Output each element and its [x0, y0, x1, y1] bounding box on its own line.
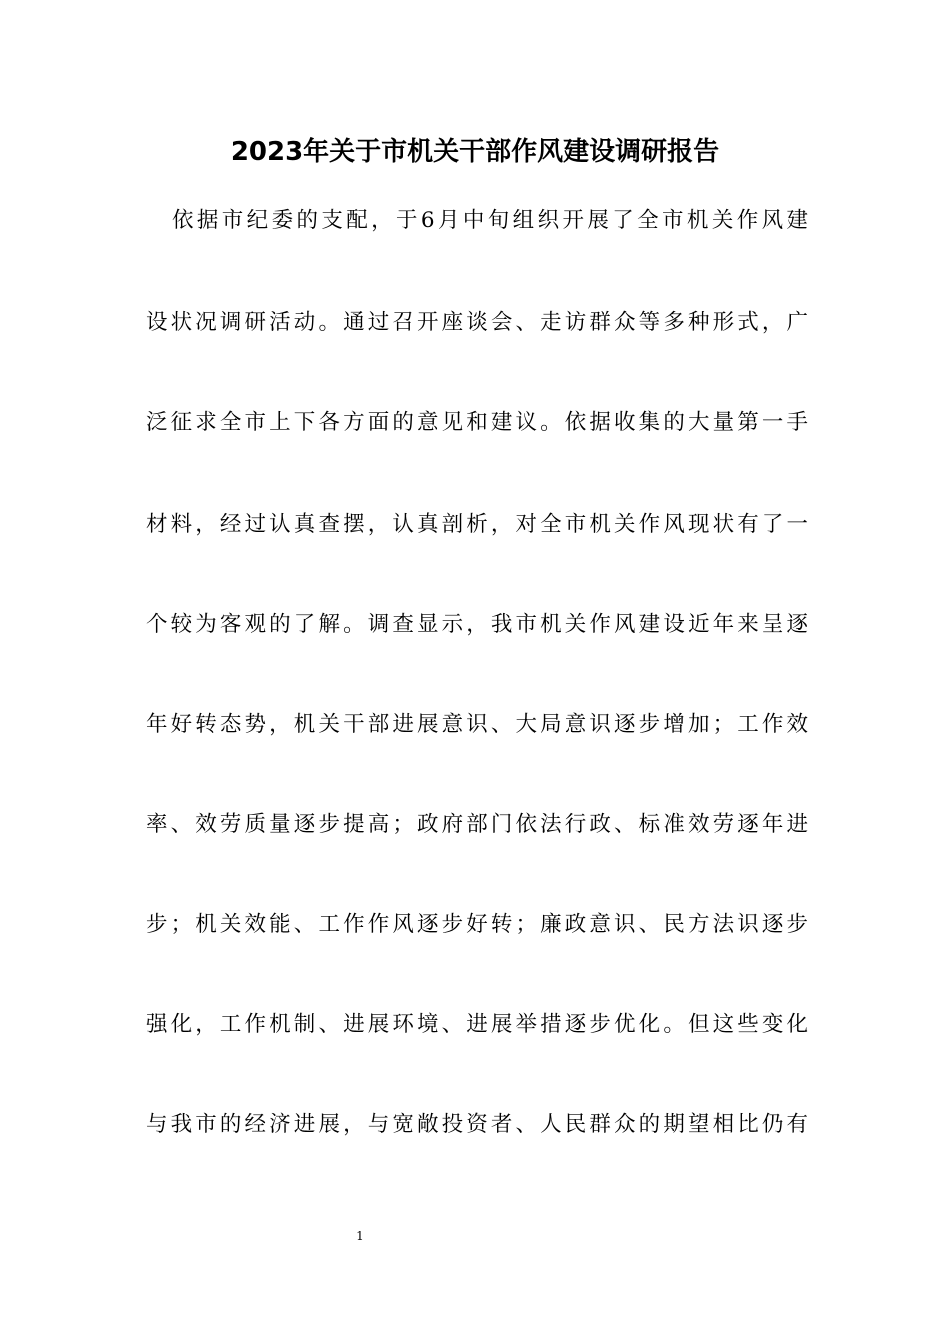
paragraph-line-4: 材料，经过认真查摆，认真剖析，对全市机关作风现状有了一: [146, 512, 808, 537]
document-title: 2023年关于市机关干部作风建设调研报告: [230, 137, 720, 167]
paragraph-line-10: 与我市的经济进展，与宽敞投资者、人民群众的期望相比仍有: [146, 1112, 808, 1137]
paragraph-line-8: 步；机关效能、工作作风逐步好转；廉政意识、民方法识逐步: [146, 912, 808, 937]
paragraph-line-7: 率、效劳质量逐步提高；政府部门依法行政、标准效劳逐年进: [146, 812, 808, 837]
paragraph-line-5: 个较为客观的了解。调查显示，我市机关作风建设近年来呈逐: [146, 612, 808, 637]
paragraph-line-3: 泛征求全市上下各方面的意见和建议。依据收集的大量第一手: [146, 410, 808, 435]
paragraph-line-1: 依据市纪委的支配，于6月中旬组织开展了全市机关作风建: [172, 208, 808, 233]
paragraph-line-2: 设状况调研活动。通过召开座谈会、走访群众等多种形式，广: [146, 310, 808, 335]
paragraph-line-9: 强化，工作机制、进展环境、进展举措逐步优化。但这些变化: [146, 1012, 808, 1037]
page-number: 1: [356, 1229, 364, 1243]
paragraph-line-6: 年好转态势，机关干部进展意识、大局意识逐步增加；工作效: [146, 712, 808, 737]
